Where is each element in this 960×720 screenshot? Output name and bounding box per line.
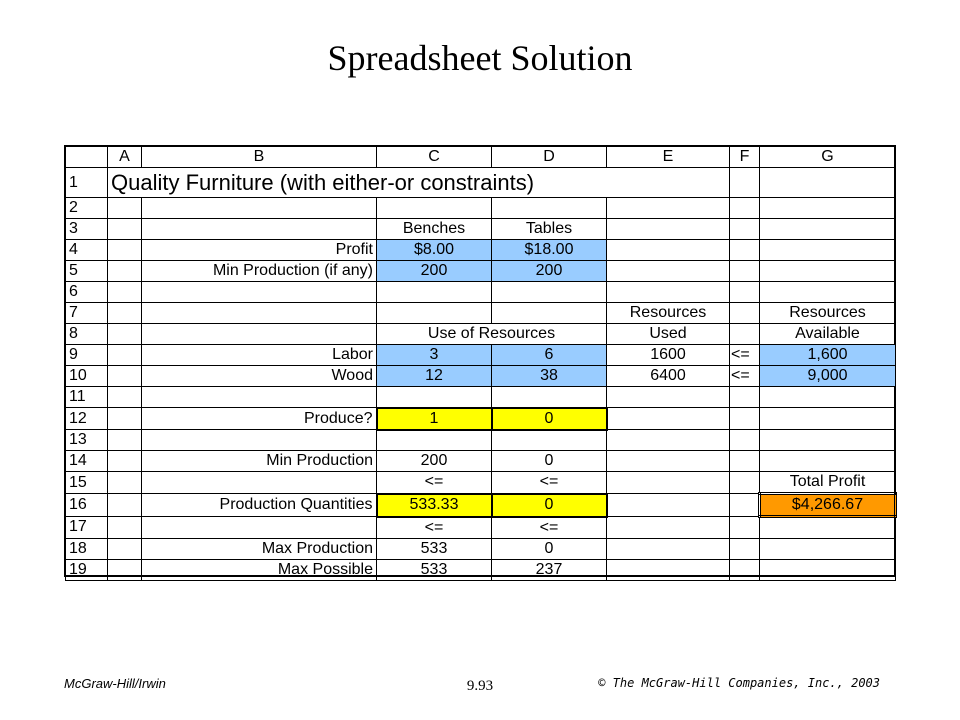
cell-g17[interactable] <box>760 517 896 539</box>
cell-a9[interactable] <box>108 345 142 366</box>
cell-c10[interactable]: 12 <box>377 366 492 387</box>
row-19 <box>66 559 896 580</box>
cell-c18[interactable]: 533 <box>377 538 492 559</box>
cell-a4[interactable] <box>108 240 142 261</box>
row-header-12[interactable]: 12 <box>66 408 108 430</box>
cell-f3[interactable] <box>730 219 760 240</box>
corner-cell[interactable] <box>66 147 108 168</box>
row-10 <box>66 366 896 387</box>
column-header-c[interactable]: C <box>377 147 492 168</box>
column-header-row <box>66 147 896 168</box>
row-header-10[interactable]: 10 <box>66 366 108 387</box>
cell-a11[interactable] <box>108 387 142 408</box>
cell-b11[interactable] <box>142 387 377 408</box>
row-7 <box>66 303 896 324</box>
row-8 <box>66 324 896 345</box>
cell-c6[interactable] <box>377 282 492 303</box>
cell-e12[interactable] <box>607 408 730 430</box>
row-6 <box>66 282 896 303</box>
column-header-d[interactable]: D <box>492 147 607 168</box>
cell-b9[interactable]: Labor <box>142 345 377 366</box>
row-header-2[interactable]: 2 <box>66 198 108 219</box>
cell-f8[interactable] <box>730 324 760 345</box>
cell-g11[interactable] <box>760 387 896 408</box>
cell-g5[interactable] <box>760 261 896 282</box>
cell-e13[interactable] <box>607 430 730 451</box>
cell-c19[interactable]: 533 <box>377 559 492 580</box>
cell-g9[interactable]: 1,600 <box>760 345 896 366</box>
cell-f17[interactable] <box>730 517 760 539</box>
cell-e11[interactable] <box>607 387 730 408</box>
row-header-13[interactable]: 13 <box>66 430 108 451</box>
cell-f2[interactable] <box>730 198 760 219</box>
cell-f15[interactable] <box>730 472 760 494</box>
cell-a18[interactable] <box>108 538 142 559</box>
cell-e8[interactable]: Used <box>607 324 730 345</box>
cell-e4[interactable] <box>607 240 730 261</box>
cell-d19[interactable]: 237 <box>492 559 607 580</box>
row-header-14[interactable]: 14 <box>66 451 108 472</box>
row-5 <box>66 261 896 282</box>
cell-g13[interactable] <box>760 430 896 451</box>
cell-d9[interactable]: 6 <box>492 345 607 366</box>
cell-c11[interactable] <box>377 387 492 408</box>
footer-copyright: © The McGraw-Hill Companies, Inc., 2003 <box>598 676 880 690</box>
cell-b18[interactable]: Max Production <box>142 538 377 559</box>
cell-g14[interactable] <box>760 451 896 472</box>
cell-b7[interactable] <box>142 303 377 324</box>
cell-g15[interactable]: Total Profit <box>760 472 896 494</box>
cell-e9[interactable]: 1600 <box>607 345 730 366</box>
cell-b4[interactable]: Profit <box>142 240 377 261</box>
row-header-7[interactable]: 7 <box>66 303 108 324</box>
cell-f9[interactable]: <= <box>730 345 760 366</box>
row-14 <box>66 451 896 472</box>
row-header-8[interactable]: 8 <box>66 324 108 345</box>
cell-f13[interactable] <box>730 430 760 451</box>
row-1 <box>66 168 896 198</box>
cell-g16-total-profit[interactable]: $4,266.67 <box>760 494 896 517</box>
row-header-4[interactable]: 4 <box>66 240 108 261</box>
cell-f14[interactable] <box>730 451 760 472</box>
cell-c4[interactable]: $8.00 <box>377 240 492 261</box>
cell-g19[interactable] <box>760 559 896 580</box>
row-4 <box>66 240 896 261</box>
cell-e3[interactable] <box>607 219 730 240</box>
cell-a3[interactable] <box>108 219 142 240</box>
cell-a8[interactable] <box>108 324 142 345</box>
cell-g10[interactable]: 9,000 <box>760 366 896 387</box>
cell-c15[interactable]: <= <box>377 472 492 494</box>
cell-d7[interactable] <box>492 303 607 324</box>
cell-e5[interactable] <box>607 261 730 282</box>
row-11 <box>66 387 896 408</box>
row-3 <box>66 219 896 240</box>
cell-d13[interactable] <box>492 430 607 451</box>
cell-f4[interactable] <box>730 240 760 261</box>
row-header-19[interactable]: 19 <box>66 559 108 580</box>
cell-c5[interactable]: 200 <box>377 261 492 282</box>
row-17 <box>66 517 896 539</box>
cell-d4[interactable]: $18.00 <box>492 240 607 261</box>
cell-c9[interactable]: 3 <box>377 345 492 366</box>
cell-c3[interactable]: Benches <box>377 219 492 240</box>
cell-a15[interactable] <box>108 472 142 494</box>
cell-b2[interactable] <box>142 198 377 219</box>
cell-b8[interactable] <box>142 324 377 345</box>
cell-b12[interactable]: Produce? <box>142 408 377 430</box>
cell-a2[interactable] <box>108 198 142 219</box>
cell-c14[interactable]: 200 <box>377 451 492 472</box>
cell-b15[interactable] <box>142 472 377 494</box>
cell-g2[interactable] <box>760 198 896 219</box>
row-header-11[interactable]: 11 <box>66 387 108 408</box>
cell-e6[interactable] <box>607 282 730 303</box>
sheet-title-cell[interactable]: Quality Furniture (with either-or constraints) <box>108 168 730 198</box>
cell-c12[interactable]: 1 <box>377 408 492 430</box>
cell-b6[interactable] <box>142 282 377 303</box>
cell-f7[interactable] <box>730 303 760 324</box>
cell-b17[interactable] <box>142 517 377 539</box>
cell-e17[interactable] <box>607 517 730 539</box>
cell-b14[interactable]: Min Production <box>142 451 377 472</box>
cell-f5[interactable] <box>730 261 760 282</box>
cell-f10[interactable]: <= <box>730 366 760 387</box>
row-16 <box>66 494 896 517</box>
cell-a6[interactable] <box>108 282 142 303</box>
cell-e16[interactable] <box>607 494 730 517</box>
cell-b5[interactable]: Min Production (if any) <box>142 261 377 282</box>
cell-g8[interactable]: Available <box>760 324 896 345</box>
cell-b13[interactable] <box>142 430 377 451</box>
footer-page-number: 9.93 <box>466 678 494 694</box>
column-header-g[interactable]: G <box>760 147 896 168</box>
row-header-6[interactable]: 6 <box>66 282 108 303</box>
cell-e15[interactable] <box>607 472 730 494</box>
cell-g6[interactable] <box>760 282 896 303</box>
cell-e2[interactable] <box>607 198 730 219</box>
cell-d6[interactable] <box>492 282 607 303</box>
cell-g12[interactable] <box>760 408 896 430</box>
spreadsheet <box>64 145 896 577</box>
cell-a12[interactable] <box>108 408 142 430</box>
cell-f6[interactable] <box>730 282 760 303</box>
cell-c16[interactable]: 533.33 <box>377 494 492 517</box>
cell-g7[interactable]: Resources <box>760 303 896 324</box>
row-header-9[interactable]: 9 <box>66 345 108 366</box>
cell-a13[interactable] <box>108 430 142 451</box>
row-13 <box>66 430 896 451</box>
slide-title: Spreadsheet Solution <box>327 38 633 78</box>
cell-d2[interactable] <box>492 198 607 219</box>
column-header-a[interactable]: A <box>108 147 142 168</box>
row-12 <box>66 408 896 430</box>
cell-a10[interactable] <box>108 366 142 387</box>
cell-c8-use-of-resources[interactable]: Use of Resources <box>377 324 607 345</box>
cell-d12[interactable]: 0 <box>492 408 607 430</box>
cell-d3[interactable]: Tables <box>492 219 607 240</box>
cell-d11[interactable] <box>492 387 607 408</box>
cell-f16[interactable] <box>730 494 760 517</box>
cell-c7[interactable] <box>377 303 492 324</box>
cell-a7[interactable] <box>108 303 142 324</box>
cell-e18[interactable] <box>607 538 730 559</box>
spreadsheet-grid <box>65 146 897 581</box>
row-header-18[interactable]: 18 <box>66 538 108 559</box>
cell-b19[interactable]: Max Possible <box>142 559 377 580</box>
row-15 <box>66 472 896 494</box>
cell-b16[interactable]: Production Quantities <box>142 494 377 517</box>
cell-a14[interactable] <box>108 451 142 472</box>
cell-d18[interactable]: 0 <box>492 538 607 559</box>
cell-d5[interactable]: 200 <box>492 261 607 282</box>
cell-a19[interactable] <box>108 559 142 580</box>
cell-c17[interactable]: <= <box>377 517 492 539</box>
cell-g1[interactable] <box>760 168 896 198</box>
cell-c2[interactable] <box>377 198 492 219</box>
cell-g3[interactable] <box>760 219 896 240</box>
cell-a17[interactable] <box>108 517 142 539</box>
cell-d17[interactable]: <= <box>492 517 607 539</box>
row-9 <box>66 345 896 366</box>
cell-g18[interactable] <box>760 538 896 559</box>
cell-d10[interactable]: 38 <box>492 366 607 387</box>
row-header-5[interactable]: 5 <box>66 261 108 282</box>
row-header-17[interactable]: 17 <box>66 517 108 539</box>
column-header-e[interactable]: E <box>607 147 730 168</box>
cell-g4[interactable] <box>760 240 896 261</box>
cell-e19[interactable] <box>607 559 730 580</box>
column-header-f[interactable]: F <box>730 147 760 168</box>
cell-c13[interactable] <box>377 430 492 451</box>
cell-f11[interactable] <box>730 387 760 408</box>
cell-d15[interactable]: <= <box>492 472 607 494</box>
footer-publisher: McGraw-Hill/Irwin <box>64 676 166 691</box>
cell-a16[interactable] <box>108 494 142 517</box>
cell-e10[interactable]: 6400 <box>607 366 730 387</box>
cell-e7[interactable]: Resources <box>607 303 730 324</box>
cell-f12[interactable] <box>730 408 760 430</box>
column-header-b[interactable]: B <box>142 147 377 168</box>
row-header-3[interactable]: 3 <box>66 219 108 240</box>
cell-b10[interactable]: Wood <box>142 366 377 387</box>
row-header-1[interactable]: 1 <box>66 168 108 198</box>
cell-a5[interactable] <box>108 261 142 282</box>
cell-e14[interactable] <box>607 451 730 472</box>
cell-f18[interactable] <box>730 538 760 559</box>
row-18 <box>66 538 896 559</box>
row-header-16[interactable]: 16 <box>66 494 108 517</box>
cell-d16[interactable]: 0 <box>492 494 607 517</box>
cell-d14[interactable]: 0 <box>492 451 607 472</box>
cell-f1[interactable] <box>730 168 760 198</box>
row-2 <box>66 198 896 219</box>
cell-b3[interactable] <box>142 219 377 240</box>
cell-f19[interactable] <box>730 559 760 580</box>
row-header-15[interactable]: 15 <box>66 472 108 494</box>
